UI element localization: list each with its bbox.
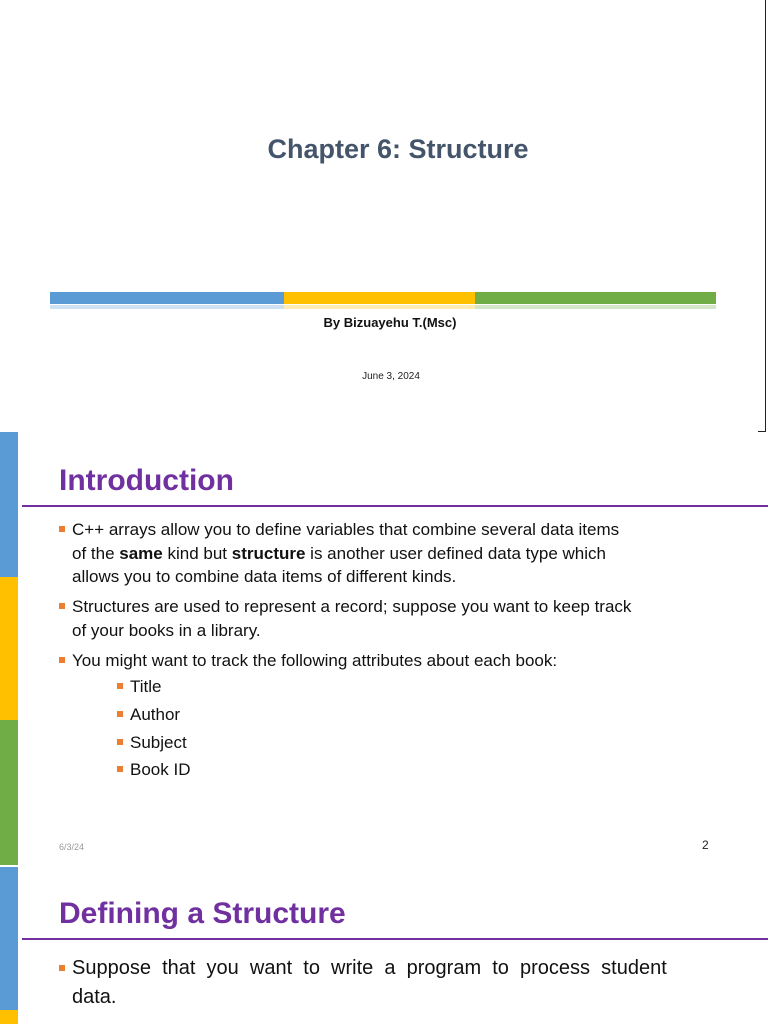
bullet-text: data. <box>72 986 117 1008</box>
slide-border <box>758 431 766 432</box>
bullet <box>59 518 619 589</box>
heading-rule <box>22 505 768 507</box>
sub-bullet: Author <box>117 705 180 725</box>
side-stripe-yellow <box>0 577 18 720</box>
bullet-icon <box>117 766 123 772</box>
bullet-icon <box>117 683 123 689</box>
slide-heading: Defining a Structure <box>59 897 346 930</box>
accent-bar-green <box>475 292 716 304</box>
bullet-icon <box>59 965 65 971</box>
bullet-text: Suppose that you want to write a program to process student <box>72 957 667 979</box>
bullet <box>59 954 667 1012</box>
bullet <box>59 649 557 673</box>
author: By Bizuayehu T.(Msc) <box>323 315 457 330</box>
accent-bar-reflection <box>475 305 716 309</box>
bullet-text: C++ arrays allow you to define variables that combine several data items <box>72 520 620 539</box>
bullet-icon <box>117 711 123 717</box>
bullet <box>59 595 631 642</box>
bullet-icon <box>59 603 65 609</box>
bullet-text: of the same kind but structure is another user defined data type which <box>72 543 606 563</box>
slide-title: Chapter 6: Structure <box>267 134 529 164</box>
bullet-icon <box>117 739 123 745</box>
presentation-date: June 3, 2024 <box>362 371 420 382</box>
bullet-text: Structures are used to represent a record; suppose you want to keep track <box>72 597 632 616</box>
slide-heading: Introduction <box>59 464 234 497</box>
bullet-text: You might want to track the following attributes about each book: <box>72 651 558 670</box>
footer-date: 6/3/24 <box>59 842 85 852</box>
bullet-text: of your books in a library. <box>72 620 261 640</box>
side-stripe-green <box>0 720 18 865</box>
side-stripe-blue <box>0 432 18 577</box>
slide-border <box>765 0 766 432</box>
page-number: 2 <box>702 838 709 852</box>
accent-bar-reflection <box>284 305 475 309</box>
sub-bullet: Book ID <box>117 760 190 780</box>
accent-bar-blue <box>50 292 284 304</box>
side-stripe-yellow <box>0 1010 18 1024</box>
side-stripe-blue <box>0 867 18 1010</box>
sub-bullet: Title <box>117 677 162 697</box>
accent-bar-yellow <box>284 292 475 304</box>
bullet-icon <box>59 526 65 532</box>
bullet-text: allows you to combine data items of different kinds. <box>72 567 457 586</box>
heading-rule <box>22 938 768 940</box>
title-slide <box>0 0 768 432</box>
bullet-icon <box>59 657 65 663</box>
sub-bullet: Subject <box>117 733 187 753</box>
accent-bar-reflection <box>50 305 284 309</box>
